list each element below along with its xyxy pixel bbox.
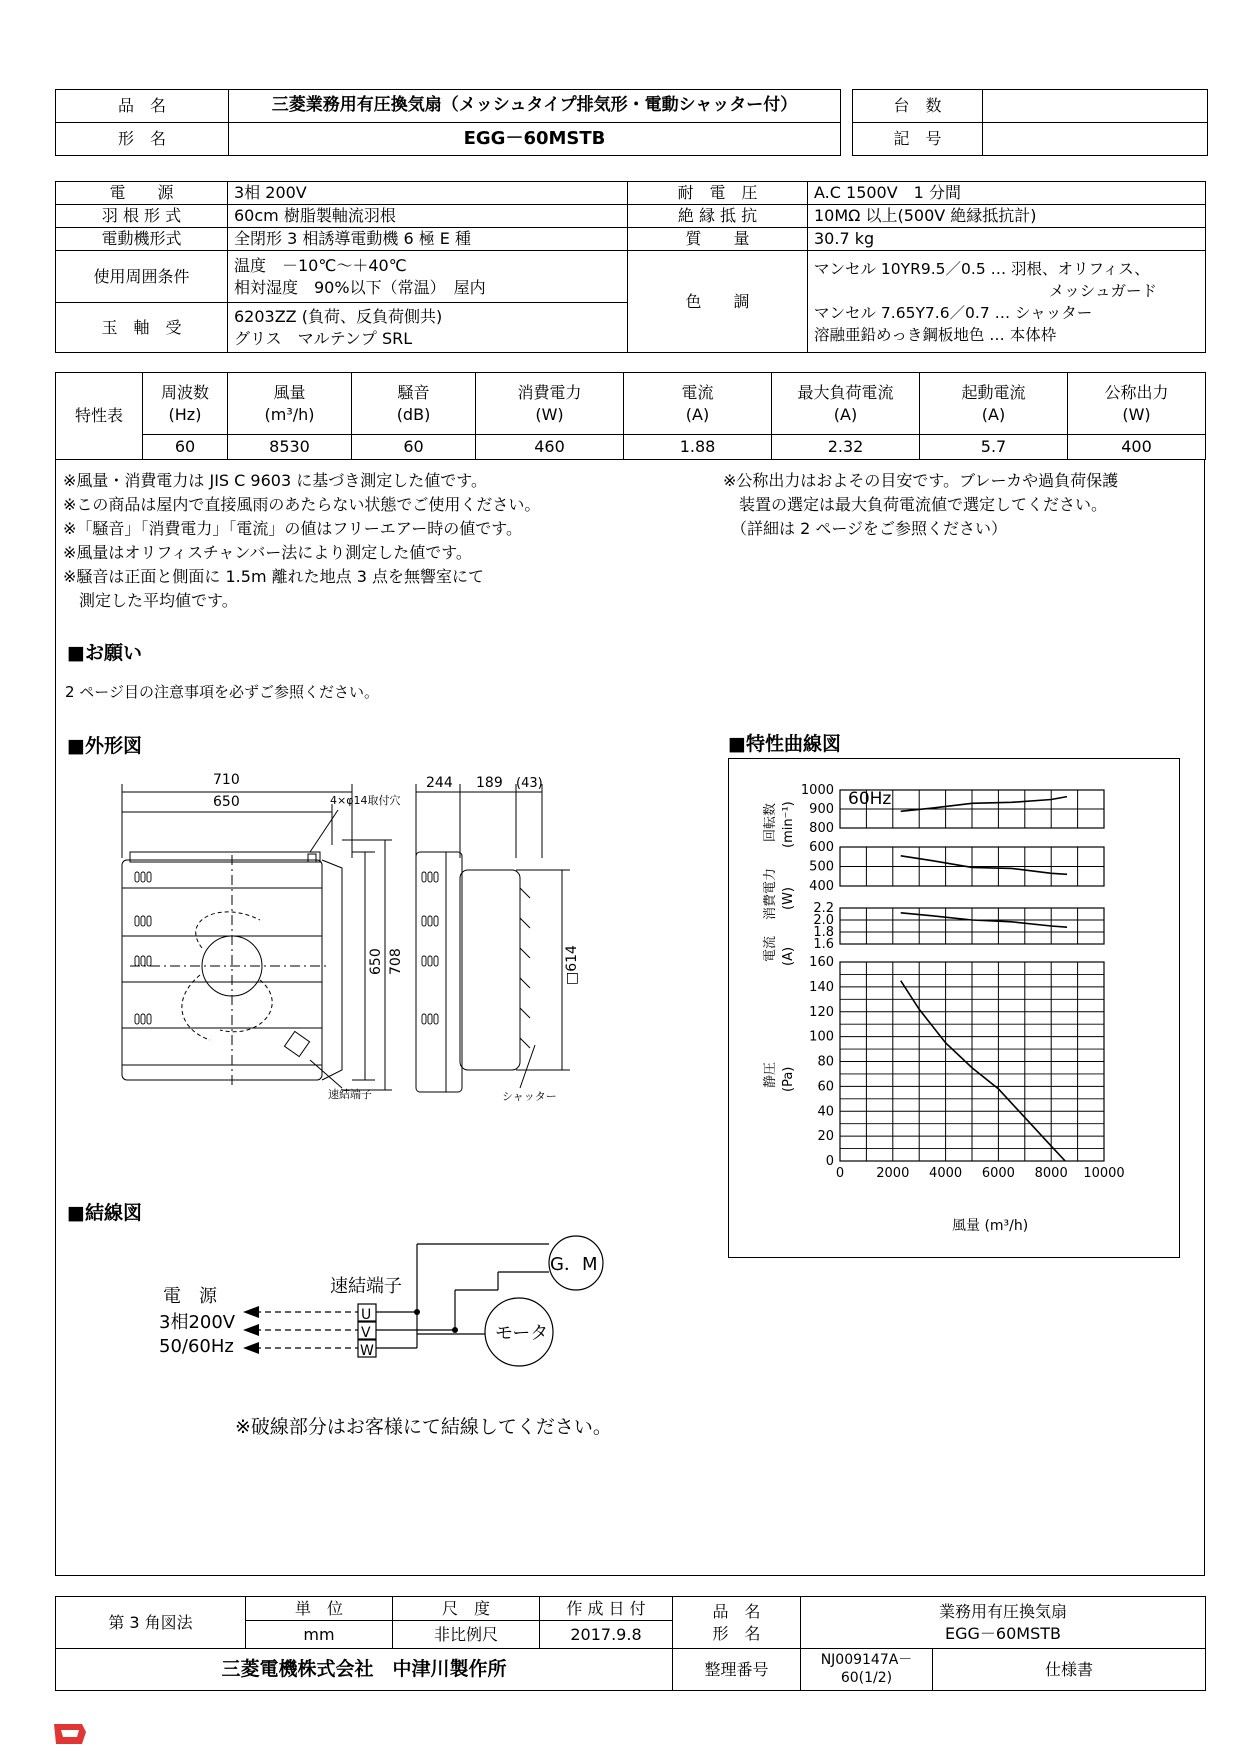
unit-label: 単 位 — [246, 1597, 393, 1621]
count-label: 台 数 — [853, 90, 983, 123]
y-tick-label: 800 — [809, 821, 834, 836]
footer-product-label: 品 名 — [712, 1601, 761, 1621]
characteristic-chart — [730, 760, 1176, 1254]
shutter-label: シャッター — [502, 1090, 557, 1103]
char-header: 消費電力 (W) — [476, 373, 624, 435]
char-header: 最大負荷電流 (A) — [772, 373, 920, 435]
note-line: 装置の選定は最大負荷電流値で選定してください。 — [723, 495, 1108, 514]
power-label: 電 源 — [56, 182, 228, 205]
company-name: 三菱電機株式会社 中津川製作所 — [56, 1649, 673, 1691]
dim-189: 189 — [476, 775, 503, 791]
note-line: ※「騒音」「消費電力」「電流」の値はフリーエアー時の値です。 — [63, 519, 523, 538]
mark-label: 記 号 — [853, 123, 983, 156]
color-line2: メッシュガード — [1048, 281, 1157, 300]
mark-value — [983, 123, 1208, 156]
dim-614: □614 — [564, 945, 580, 985]
char-value: 400 — [1068, 435, 1206, 460]
wiring-power-line3: 50/60Hz — [159, 1336, 234, 1357]
corner-logo-icon — [52, 1720, 88, 1748]
note-line: ※風量はオリフィスチャンバー法により測定した値です。 — [63, 543, 472, 562]
char-value: 60 — [352, 435, 476, 460]
char-header: 騒音 (dB) — [352, 373, 476, 435]
y-tick-label: 1.6 — [813, 937, 834, 952]
wiring-power-line2: 3相200V — [159, 1312, 236, 1333]
note-line: 測定した平均値です。 — [63, 591, 238, 610]
dim-holes: 4×φ14取付穴 — [330, 794, 401, 807]
char-header: 公称出力 (W) — [1068, 373, 1206, 435]
env-label: 使用周囲条件 — [56, 251, 228, 303]
power-value: 3相 200V — [228, 182, 628, 205]
spec-table — [55, 181, 1206, 353]
insulation-value: 10MΩ 以上(500V 絶縁抵抗計) — [808, 205, 1206, 228]
dim-708: 708 — [388, 948, 404, 975]
char-value: 8530 — [228, 435, 352, 460]
rpm-axis-unit: (min⁻¹) — [781, 801, 796, 848]
color-line4: 溶融亜鉛めっき鋼板地色 … 本体枠 — [814, 325, 1057, 344]
wiring-terminal-title: 速結端子 — [330, 1276, 402, 1297]
footer-table — [55, 1596, 1206, 1691]
bearing-value — [228, 303, 628, 353]
env-line2: 相対湿度 90%以下（常温） 屋内 — [234, 277, 486, 297]
notes-left — [63, 469, 540, 613]
terminal-u: U — [361, 1307, 372, 1323]
y-tick-label: 1000 — [800, 783, 834, 798]
y-tick-label: 0 — [825, 1154, 834, 1169]
mass-label: 質 量 — [628, 228, 808, 251]
power-axis-label: 消費電力 — [763, 867, 778, 920]
bearing-line2: グリス マルテンプ SRL — [234, 328, 413, 348]
dim-43: (43) — [516, 776, 543, 791]
wiring-power-line1: 電 源 — [163, 1286, 217, 1307]
model-label: 形 名 — [56, 123, 229, 156]
count-value — [983, 90, 1208, 123]
outline-drawing — [110, 770, 670, 1105]
header-table — [55, 89, 841, 156]
scale-value: 非比例尺 — [393, 1621, 540, 1649]
char-value: 1.88 — [624, 435, 772, 460]
footer-product-value: 業務用有圧換気扇 — [939, 1601, 1068, 1621]
note-line: ※この商品は屋内で直接風雨のあたらない状態でご使用ください。 — [63, 495, 541, 514]
dim-650-top: 650 — [213, 794, 240, 810]
color-line1: マンセル 10YR9.5／0.5 … 羽根、オリフィス、 — [814, 259, 1150, 278]
bearing-label: 玉 軸 受 — [56, 303, 228, 353]
color-value — [808, 251, 1206, 353]
y-tick-label: 900 — [809, 802, 834, 817]
blade-label: 羽 根 形 式 — [56, 205, 228, 228]
outline-title: ■外形図 — [67, 735, 142, 757]
ref-value: NJ009147A－60(1/2) — [801, 1649, 933, 1691]
projection: 第 3 角図法 — [56, 1597, 246, 1649]
note-line: ※騒音は正面と側面に 1.5m 離れた地点 3 点を無響室にて — [63, 567, 484, 586]
ref-label: 整理番号 — [673, 1649, 801, 1691]
char-value: 2.32 — [772, 435, 920, 460]
y-tick-label: 20 — [817, 1129, 834, 1145]
footer-product-values — [801, 1597, 1206, 1649]
current-axis-label: 電流 — [763, 935, 778, 962]
footer-model-label: 形 名 — [712, 1623, 761, 1643]
current-axis-unit: (A) — [781, 946, 796, 966]
pressure-axis-label: 静圧 — [763, 1061, 778, 1088]
env-value — [228, 251, 628, 303]
x-tick-label: 8000 — [1034, 1166, 1068, 1181]
request-title: ■お願い — [67, 642, 142, 664]
char-label: 特性表 — [56, 373, 143, 460]
note-line: ※公称出力はおよその目安です。ブレーカや過負荷保護 — [723, 471, 1119, 490]
y-tick-label: 80 — [817, 1054, 834, 1070]
bearing-line1: 6203ZZ (負荷、反負荷側共) — [234, 306, 443, 326]
char-header: 風量 (m³/h) — [228, 373, 352, 435]
dim-710: 710 — [213, 772, 240, 788]
y-tick-label: 100 — [809, 1029, 834, 1045]
product-label: 品 名 — [56, 90, 229, 123]
footer-model-value: EGG－60MSTB — [945, 1623, 1061, 1643]
y-tick-label: 2.0 — [813, 913, 834, 928]
product-value: 三菱業務用有圧換気扇（メッシュタイプ排気形・電動シャッター付） — [229, 90, 841, 123]
chart-freq: 60Hz — [848, 789, 892, 809]
x-tick-label: 2000 — [876, 1166, 910, 1181]
char-header: 周波数 (Hz) — [143, 373, 228, 435]
color-label: 色 調 — [628, 251, 808, 353]
blade-value: 60cm 樹脂製軸流羽根 — [228, 205, 628, 228]
y-tick-label: 400 — [809, 879, 834, 894]
motor-label: モータ — [495, 1323, 549, 1344]
count-table — [852, 89, 1208, 156]
x-tick-label: 4000 — [929, 1166, 963, 1181]
motor-label: 電動機形式 — [56, 228, 228, 251]
y-tick-label: 40 — [817, 1104, 834, 1120]
dim-244: 244 — [426, 775, 453, 791]
char-value: 5.7 — [920, 435, 1068, 460]
withstand-label: 耐 電 圧 — [628, 182, 808, 205]
note-line: （詳細は 2 ページをご参照ください） — [723, 519, 1008, 538]
doc-type: 仕様書 — [933, 1649, 1206, 1691]
char-header: 起動電流 (A) — [920, 373, 1068, 435]
characteristics-table — [55, 372, 1206, 460]
unit-value: mm — [246, 1621, 393, 1649]
mass-value: 30.7 kg — [808, 228, 1206, 251]
wiring-diagram — [155, 1222, 615, 1392]
y-tick-label: 160 — [809, 955, 834, 970]
char-value: 60 — [143, 435, 228, 460]
x-tick-label: 0 — [835, 1166, 845, 1181]
env-line1: 温度 －10℃～＋40℃ — [234, 255, 407, 275]
request-text: 2 ページ目の注意事項を必ずご参照ください。 — [65, 683, 380, 701]
terminal-label: 速結端子 — [328, 1088, 372, 1101]
date-value: 2017.9.8 — [540, 1621, 673, 1649]
wiring-title: ■結線図 — [67, 1202, 142, 1224]
color-line3: マンセル 7.65Y7.6／0.7 … シャッター — [814, 303, 1093, 322]
y-tick-label: 1.8 — [813, 925, 834, 940]
curve-title: ■特性曲線図 — [728, 733, 841, 755]
terminal-v: V — [361, 1325, 371, 1341]
date-label: 作 成 日 付 — [540, 1597, 673, 1621]
x-tick-label: 10000 — [1083, 1166, 1125, 1181]
footer-product-labels — [673, 1597, 801, 1649]
scale-label: 尺 度 — [393, 1597, 540, 1621]
chart-xlabel: 風量 (m³/h) — [952, 1218, 1029, 1234]
gm-label: G．M — [550, 1254, 598, 1275]
y-tick-label: 500 — [809, 859, 834, 875]
insulation-label: 絶 縁 抵 抗 — [628, 205, 808, 228]
rpm-axis-label: 回転数 — [763, 802, 778, 842]
pressure-axis-unit: (Pa) — [781, 1066, 796, 1092]
notes-right — [723, 469, 1118, 541]
series-line — [901, 856, 1067, 875]
motor-value: 全閉形 3 相誘導電動機 6 極 E 種 — [228, 228, 628, 251]
series-line — [901, 981, 1065, 1161]
wiring-note: ※破線部分はお客様にて結線してください。 — [235, 1416, 612, 1438]
char-header: 電流 (A) — [624, 373, 772, 435]
x-tick-label: 6000 — [981, 1166, 1015, 1181]
y-tick-label: 600 — [809, 840, 834, 855]
dim-650-side: 650 — [368, 948, 384, 975]
y-tick-label: 120 — [809, 1004, 834, 1020]
char-value: 460 — [476, 435, 624, 460]
power-axis-unit: (W) — [781, 887, 796, 910]
note-line: ※風量・消費電力は JIS C 9603 に基づき測定した値です。 — [63, 471, 487, 490]
y-tick-label: 2.2 — [813, 901, 834, 916]
model-value: EGG－60MSTB — [229, 123, 841, 156]
withstand-value: A.C 1500V 1 分間 — [808, 182, 1206, 205]
terminal-w: W — [360, 1343, 374, 1359]
y-tick-label: 140 — [809, 979, 834, 995]
y-tick-label: 60 — [817, 1079, 834, 1095]
